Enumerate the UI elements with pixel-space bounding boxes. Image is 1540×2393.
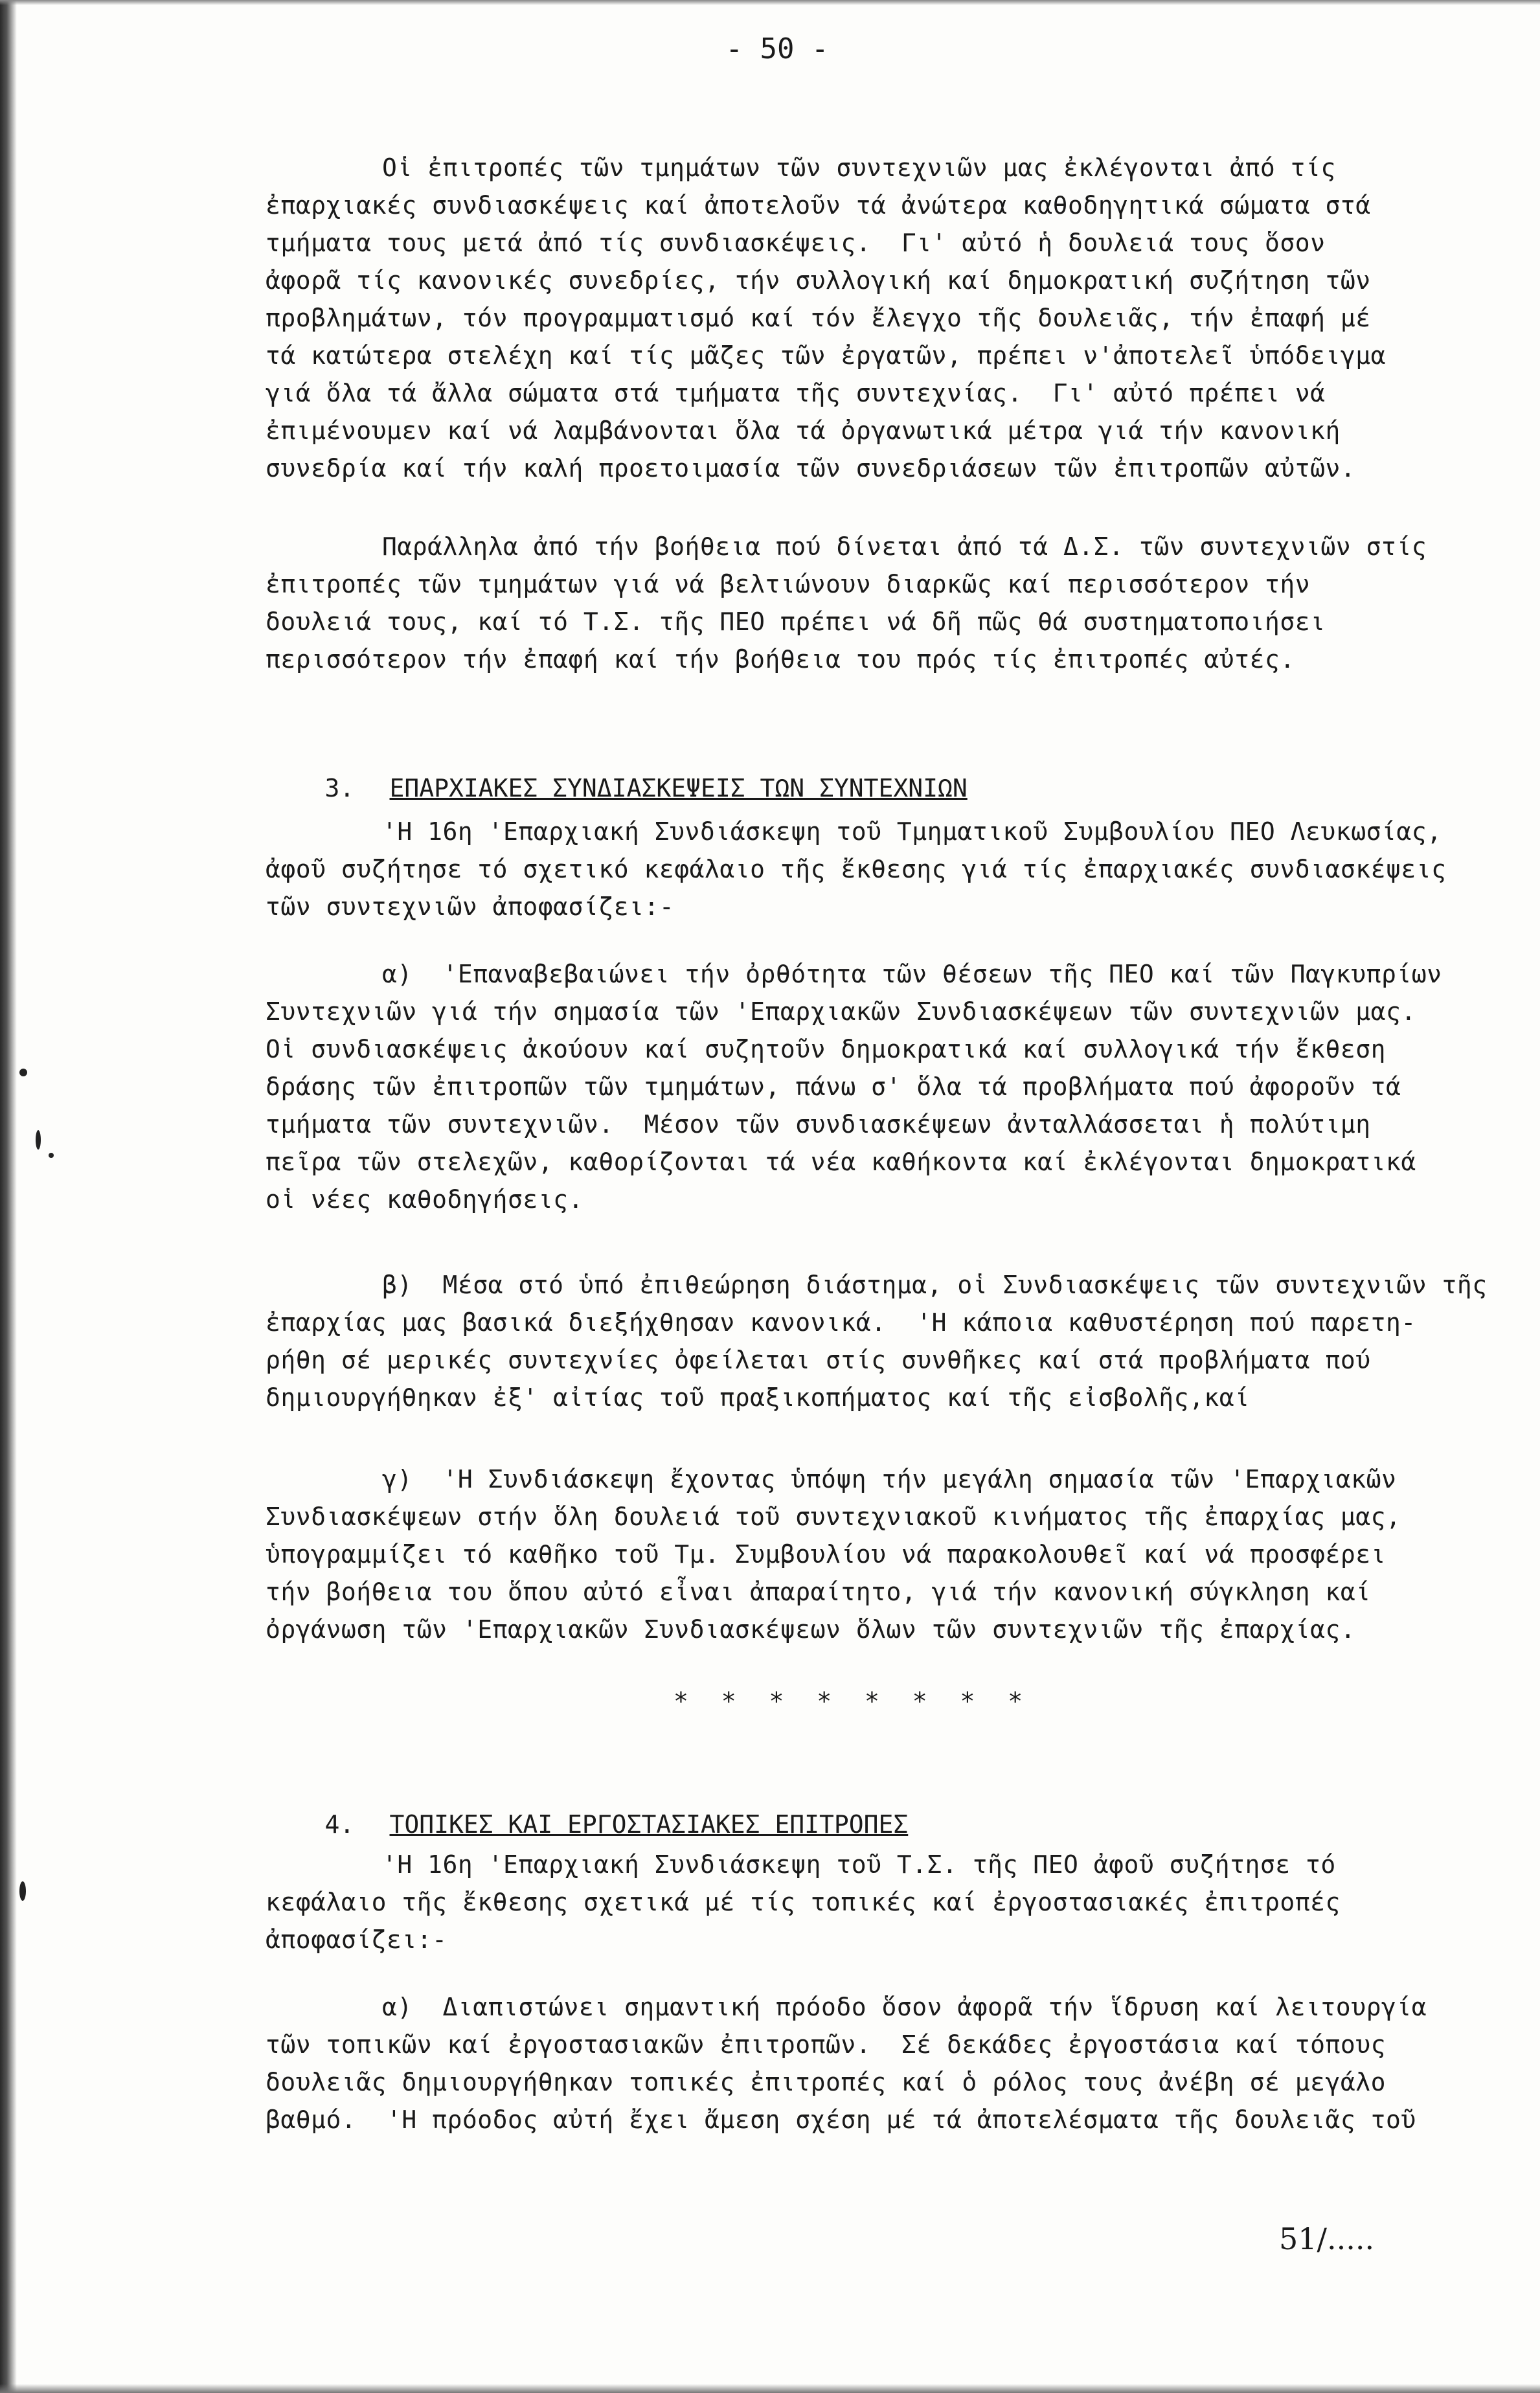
text-line: τῶν συντεχνιῶν ἀποφασίζει:- — [266, 892, 675, 921]
text-line: κεφάλαιο τῆς ἔκθεσης σχετικά μέ τίς τοπικές καί ἐργοστασιακές ἐπιτροπές — [266, 1888, 1341, 1916]
text-line: βαθμό. 'Η πρόοδος αὐτή ἔχει ἄμεση σχέση μέ τά ἀποτελέσματα τῆς δουλειᾶς τοῦ — [266, 2105, 1416, 2134]
text-line: τά κατώτερα στελέχη καί τίς μᾶζες τῶν ἐργατῶν, πρέπει ν'ἀποτελεῖ ὑπόδειγμα — [266, 341, 1386, 370]
scan-edge-bottom — [0, 2384, 1540, 2393]
scan-speck — [49, 1153, 54, 1158]
text-line: προβλημάτων, τόν προγραμματισμό καί τόν ἔλεγχο τῆς δουλειᾶς, τήν ἐπαφή μέ — [266, 304, 1371, 332]
section-separator: * * * * * * * * — [674, 1687, 1032, 1716]
section3-item-a — [266, 955, 1528, 1218]
text-line: ὑπογραμμίζει τό καθῆκο τοῦ Τμ. Συμβουλίου νά παρακολουθεῖ καί νά προσφέρει — [266, 1540, 1386, 1569]
text-line: περισσότερον τήν ἐπαφή καί τήν βοήθεια του πρός τίς ἐπιτροπές αὐτές. — [266, 645, 1295, 674]
continuation-marker: 51/..... — [1279, 2221, 1375, 2256]
text-line: ἐπιτροπές τῶν τμημάτων γιά νά βελτιώνουν διαρκῶς καί περισσότερον τήν — [266, 570, 1311, 598]
text-line: τῶν τοπικῶν καί ἐργοστασιακῶν ἐπιτροπῶν. Σέ δεκάδες ἐργοστάσια καί τόπους — [266, 2030, 1386, 2059]
section2-paragraph-2 — [266, 528, 1528, 678]
text-line: ἐπαρχιακές συνδιασκέψεις καί ἀποτελοῦν τά ἀνώτερα καθοδηγητικά σώματα στά — [266, 191, 1371, 220]
scan-speck — [19, 1881, 26, 1901]
text-line: ὀργάνωση τῶν 'Επαρχιακῶν Συνδιασκέψεων ὅλων τῶν συντεχνιῶν τῆς ἐπαρχίας. — [266, 1615, 1356, 1644]
text-line: 'Η 16η 'Επαρχιακή Συνδιάσκεψη τοῦ Τμηματικοῦ Συμβουλίου ΠΕΟ Λευκωσίας, — [382, 817, 1442, 846]
text-line: δουλειά τους, καί τό Τ.Σ. τῆς ΠΕΟ πρέπει νά δῆ πῶς θά συστηματοποιήσει — [266, 607, 1326, 636]
text-line: γ) 'Η Συνδιάσκεψη ἔχοντας ὑπόψη τήν μεγάλη σημασία τῶν 'Επαρχιακῶν — [382, 1465, 1397, 1493]
section4-item-a — [266, 1988, 1528, 2138]
text-line: Συνδιασκέψεων στήν ὅλη δουλειά τοῦ συντεχνιακοῦ κινήματος τῆς ἐπαρχίας μας, — [266, 1503, 1401, 1531]
section2-paragraph-1 — [266, 149, 1528, 487]
text-line: ἀποφασίζει:- — [266, 1925, 447, 1954]
section3-intro — [266, 813, 1528, 925]
section4-title: ΤΟΠΙΚΕΣ ΚΑΙ ΕΡΓΟΣΤΑΣΙΑΚΕΣ ΕΠΙΤΡΟΠΕΣ — [389, 1810, 909, 1839]
section3-item-c — [266, 1460, 1528, 1648]
section4-intro — [266, 1846, 1528, 1958]
text-line: Παράλληλα ἀπό τήν βοήθεια πού δίνεται ἀπό τά Δ.Σ. τῶν συντεχνιῶν στίς — [382, 532, 1427, 561]
page-number: - 50 - — [725, 32, 829, 65]
text-line: δράσης τῶν ἐπιτροπῶν τῶν τμημάτων, πάνω σ' ὅλα τά προβλήματα πού ἀφοροῦν τά — [266, 1072, 1401, 1101]
section3-title: ΕΠΑΡΧΙΑΚΕΣ ΣΥΝΔΙΑΣΚΕΨΕΙΣ ΤΩΝ ΣΥΝΤΕΧΝΙΩΝ — [389, 774, 968, 802]
scan-speck — [36, 1130, 41, 1150]
text-line: 'Η 16η 'Επαρχιακή Συνδιάσκεψη τοῦ Τ.Σ. τῆς ΠΕΟ ἀφοῦ συζήτησε τό — [382, 1850, 1336, 1879]
text-line: ἀφοῦ συζήτησε τό σχετικό κεφάλαιο τῆς ἔκθεσης γιά τίς ἐπαρχιακές συνδιασκέψεις — [266, 855, 1447, 883]
text-line: α) 'Επαναβεβαιώνει τήν ὀρθότητα τῶν θέσεων τῆς ΠΕΟ καί τῶν Παγκυπρίων — [382, 960, 1442, 988]
text-line: Οἱ ἐπιτροπές τῶν τμημάτων τῶν συντεχνιῶν μας ἐκλέγονται ἀπό τίς — [382, 153, 1336, 182]
text-line: τήν βοήθεια του ὅπου αὐτό εἶναι ἀπαραίτητο, γιά τήν κανονική σύγκληση καί — [266, 1578, 1371, 1606]
text-line: δημιουργήθηκαν ἐξ' αἰτίας τοῦ πραξικοπήματος καί τῆς εἰσβολῆς,καί — [266, 1383, 1250, 1412]
text-line: β) Μέσα στό ὑπό ἐπιθεώρηση διάστημα, οἱ Συνδιασκέψεις τῶν συντεχνιῶν τῆς — [382, 1271, 1488, 1299]
section3-number: 3. — [324, 774, 355, 802]
text-line: δουλειᾶς δημιουργήθηκαν τοπικές ἐπιτροπές καί ὁ ρόλος τους ἀνέβη σέ μεγάλο — [266, 2068, 1386, 2096]
scan-edge-left — [0, 0, 17, 2393]
text-line: τμήματα τῶν συντεχνιῶν. Μέσον τῶν συνδιασκέψεων ἀνταλλάσσεται ἡ πολύτιμη — [266, 1110, 1371, 1139]
text-line: συνεδρία καί τήν καλή προετοιμασία τῶν συνεδριάσεων τῶν ἐπιτροπῶν αὐτῶν. — [266, 454, 1356, 482]
text-line: πεῖρα τῶν στελεχῶν, καθορίζονται τά νέα καθήκοντα καί ἐκλέγονται δημοκρατικά — [266, 1148, 1416, 1176]
text-line: Οἱ συνδιασκέψεις ἀκούουν καί συζητοῦν δημοκρατικά καί συλλογικά τήν ἔκθεση — [266, 1035, 1386, 1063]
text-line: οἱ νέες καθοδηγήσεις. — [266, 1185, 583, 1214]
scan-speck — [19, 1069, 27, 1076]
section3-item-b — [266, 1266, 1528, 1416]
text-line: τμήματα τους μετά ἀπό τίς συνδιασκέψεις. Γι' αὐτό ἡ δουλειά τους ὅσον — [266, 229, 1326, 257]
text-line: Συντεχνιῶν γιά τήν σημασία τῶν 'Επαρχιακῶν Συνδιασκέψεων τῶν συντεχνιῶν μας. — [266, 997, 1416, 1026]
scan-edge-top — [0, 0, 1540, 5]
text-line: ἐπιμένουμεν καί νά λαμβάνονται ὅλα τά ὀργανωτικά μέτρα γιά τήν κανονική — [266, 416, 1341, 445]
section4-number: 4. — [324, 1810, 355, 1839]
text-line: ἐπαρχίας μας βασικά διεξήχθησαν κανονικά. 'Η κάποια καθυστέρηση πού παρετη- — [266, 1308, 1416, 1337]
text-line: ρήθη σέ μερικές συντεχνίες ὀφείλεται στίς συνθῆκες καί στά προβλήματα πού — [266, 1346, 1371, 1374]
text-line: ἀφορᾶ τίς κανονικές συνεδρίες, τήν συλλογική καί δημοκρατική συζήτηση τῶν — [266, 266, 1371, 295]
text-line: γιά ὅλα τά ἄλλα σώματα στά τμήματα τῆς συντεχνίας. Γι' αὐτό πρέπει νά — [266, 379, 1326, 407]
text-line: α) Διαπιστώνει σημαντική πρόοδο ὅσον ἀφορᾶ τήν ἵδρυση καί λειτουργία — [382, 1993, 1427, 2021]
